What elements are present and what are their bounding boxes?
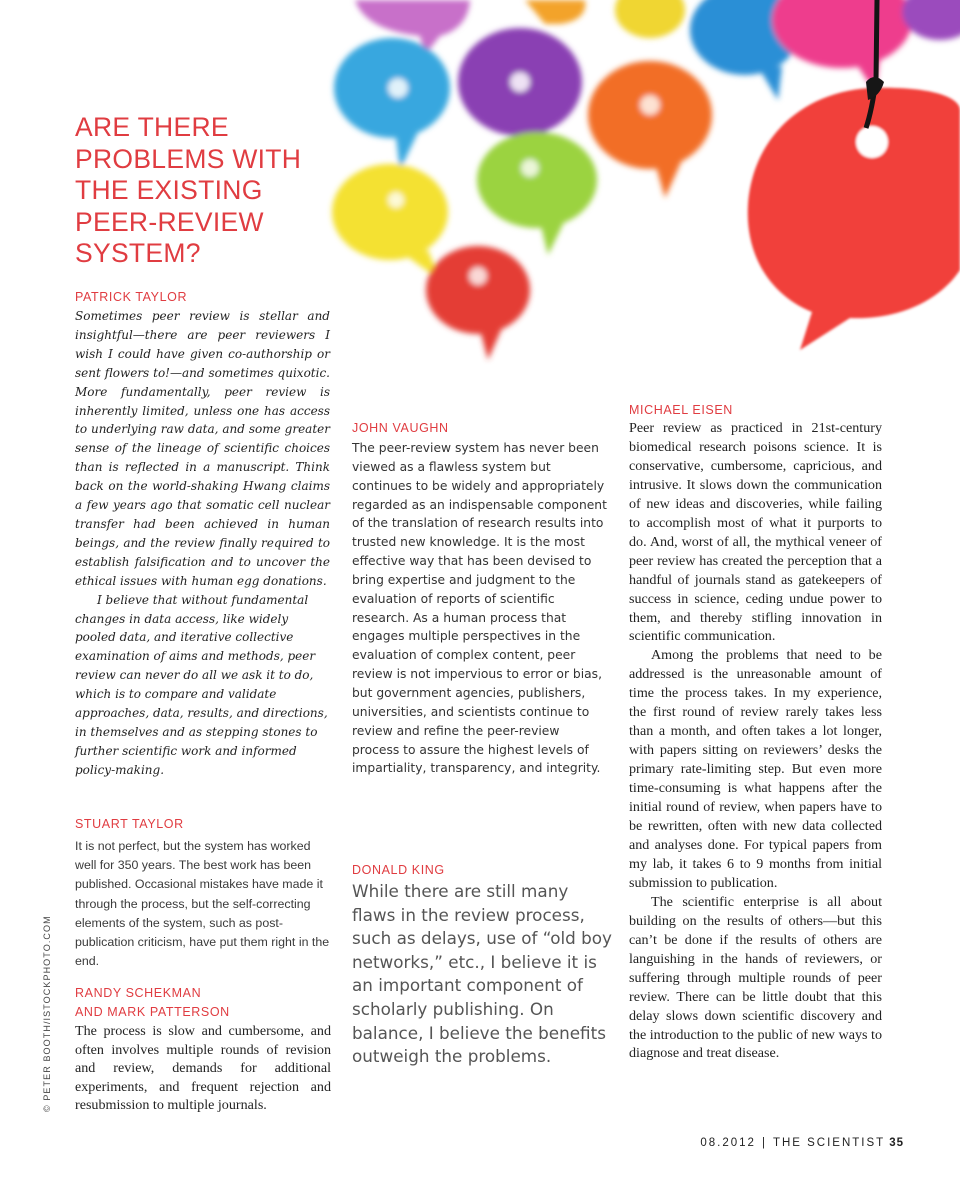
magazine-name: THE SCIENTIST bbox=[772, 1137, 886, 1149]
response-paragraph: Sometimes peer review is stellar and insightful—there are peer reviewers I wish I could have given co-authorship or sent flowers to!—and sometimes quixotic. More fundamentally, peer review is inherently limited, unless one has access to underlying raw data, and some greater sense of the lineage of scientific choices than is reflected in a manuscript. Think back on the world-shaking Hwang claims a few years ago that somatic cell nuclear transfer had been achieved in human beings, and the review finally required to establish falsification and to uncover the ethical issues with human egg donations. bbox=[75, 309, 330, 588]
photo-credit: © PETER BOOTH/ISTOCKPHOTO.COM bbox=[42, 915, 52, 1112]
response-donald-king bbox=[352, 880, 612, 1069]
response-text: While there are still many flaws in the review process, such as delays, use of “old boy networks,” etc., I believe it is an important component of scholarly publishing. On balance, I believe the benefits outweigh the problems. bbox=[352, 881, 612, 1067]
byline-randy-schekman: RANDY SCHEKMAN bbox=[75, 986, 202, 1000]
page-footer bbox=[700, 1137, 904, 1149]
response-paragraph: Among the problems that need to be addressed is the unreasonable amount of time the process takes. In my experience, the first round of review rarely takes less than a month, and often takes a lot longer, with papers sitting on reviewers’ desks the primary rate-limiting step. But even more time-consuming is what happens after the initial round of review, when papers have to be rewritten, often with new data collected and analyses done. For typical papers from my lab, it takes 6 to 9 months from initial submission to publication. bbox=[629, 647, 882, 891]
response-text: The peer-review system has never been viewed as a flawless system but continues to be widely and appropriately regarded as an indispensable component of the translation of research results into trusted new knowledge. It is the most effective way that has been devised to bring expertise and judgment to the evaluation of reports of scientific research. As a human process that engages multiple perspectives in the evaluation of complex content, peer review is not impervious to error or bias, but government agencies, publishers, universities, and scientists continue to review and refine the peer-review process to assure the highest levels of impartiality, transparency, and integrity. bbox=[352, 441, 607, 776]
response-paragraph: I believe that without fundamental changes in data access, like widely pooled data, and iterative collective examination of aims and methods, peer review can never do all we ask it to do, which is to compare and validate approaches, data, results, and directions, in themselves and as stepping stones to further scientific work and informed policy-making. bbox=[75, 592, 328, 777]
response-text: The process is slow and cumbersome, and often involves multiple rounds of revision and review, demands for additional experiments, and frequent rejection and resubmission to multiple journals. bbox=[75, 1023, 331, 1114]
response-john-vaughn bbox=[352, 439, 608, 778]
footer-separator: | bbox=[761, 1137, 767, 1149]
page-number: 35 bbox=[889, 1137, 904, 1149]
byline-michael-eisen: MICHAEL EISEN bbox=[629, 403, 733, 417]
response-paragraph: The scientific enterprise is all about building on the results of others—but this can’t be done if the results of others are languishing in the hands of reviewers, or suffering through multiple rounds of peer review. There can be little doubt that this delay slows down scientific discovery and the introduction to the public of new ways to diagnose and treat disease. bbox=[629, 893, 882, 1062]
response-schekman-patterson bbox=[75, 1022, 331, 1115]
byline-mark-patterson: AND MARK PATTERSON bbox=[75, 1005, 230, 1019]
byline-john-vaughn: JOHN VAUGHN bbox=[352, 421, 449, 435]
byline-patrick-taylor: PATRICK TAYLOR bbox=[75, 290, 188, 304]
response-michael-eisen bbox=[629, 419, 882, 1063]
response-patrick-taylor bbox=[75, 307, 330, 780]
headline: ARE THERE PROBLEMS WITH THE EXISTING PEER-REVIEW SYSTEM? bbox=[75, 112, 302, 268]
byline-donald-king: DONALD KING bbox=[352, 863, 445, 877]
issue-date: 08.2012 bbox=[700, 1137, 756, 1149]
byline-stuart-taylor: STUART TAYLOR bbox=[75, 817, 184, 831]
response-text: It is not perfect, but the system has worked well for 350 years. The best work has been published. Occasional mistakes have made it through the process, but the self-correcting elements of the system, such as post-publication criticism, have put them right in the end. bbox=[75, 839, 330, 969]
response-stuart-taylor bbox=[75, 837, 330, 971]
response-paragraph: Peer review as practiced in 21st-century biomedical research poisons science. It is conservative, cumbersome, capricious, and intrusive. It slows down the communication of new ideas and discoveries, while failing to accomplish most of what it purports to do. And, worst of all, the mythical veneer of peer review has created the perception that a handful of journals stand as gatekeepers of success in science, ceding undue power to them, and thereby stifling innovation in scientific communication. bbox=[629, 420, 882, 645]
